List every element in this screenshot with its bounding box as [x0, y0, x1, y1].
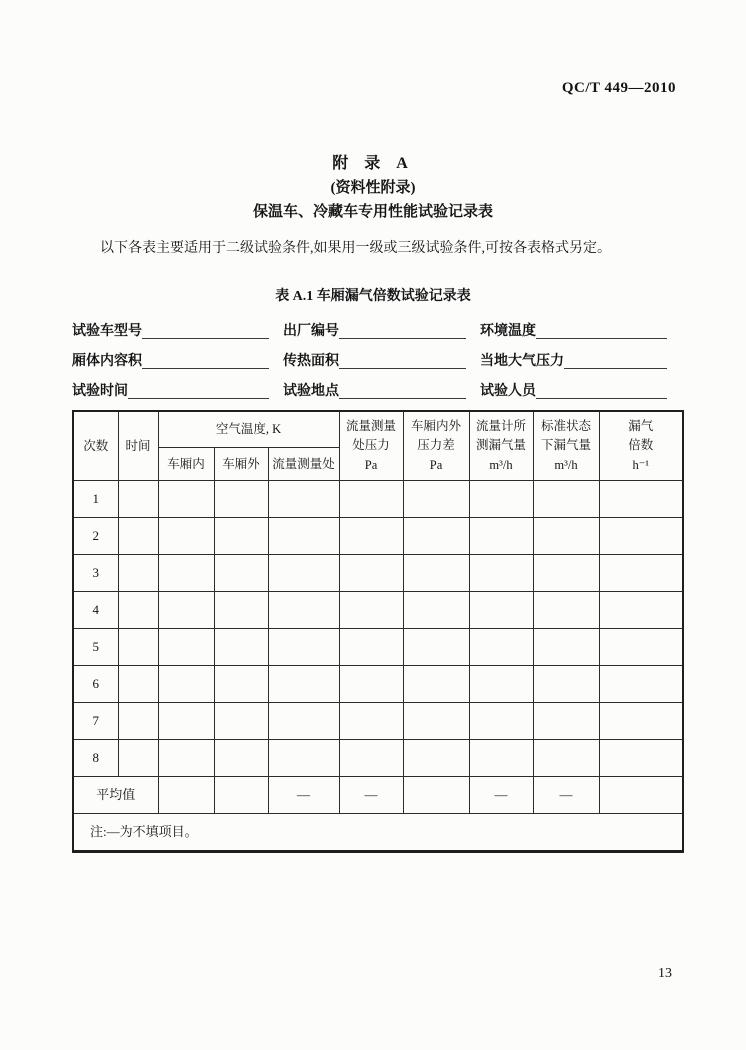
average-cell: —: [533, 777, 599, 814]
table-row: [73, 629, 683, 666]
field-test-time: [72, 371, 283, 401]
empty-cell: [158, 481, 214, 518]
field-heat-transfer-area: [283, 341, 480, 371]
empty-cell: [268, 555, 339, 592]
empty-cell: [268, 666, 339, 703]
row-number: 2: [73, 518, 118, 555]
empty-cell: [403, 740, 469, 777]
field-label: 厢体内容积: [72, 354, 142, 370]
row-number: 8: [73, 740, 118, 777]
empty-cell: [214, 703, 268, 740]
table-row: [73, 666, 683, 703]
empty-cell: [599, 629, 683, 666]
header-line: Pa: [364, 457, 378, 472]
empty-cell: [118, 740, 158, 777]
field-label: 试验地点: [283, 384, 339, 400]
table-row: [73, 703, 683, 740]
header-line: 标准状态: [541, 418, 592, 433]
field-vehicle-model: [72, 311, 283, 341]
empty-cell: [469, 481, 533, 518]
empty-cell: [339, 629, 403, 666]
empty-cell: [403, 666, 469, 703]
field-label: 环境温度: [480, 324, 536, 340]
empty-cell: [214, 592, 268, 629]
field-factory-number: [283, 311, 480, 341]
field-label: 传热面积: [283, 354, 339, 370]
blank-underline: [339, 397, 466, 399]
empty-cell: [339, 518, 403, 555]
empty-cell: [158, 518, 214, 555]
field-test-personnel: [480, 371, 667, 401]
header-line: 压力差: [417, 438, 455, 453]
blank-underline: [564, 367, 667, 369]
header-line: m³/h: [489, 457, 513, 472]
empty-cell: [118, 555, 158, 592]
appendix-subtitle: (资料性附录): [330, 180, 416, 196]
field-label: 试验车型号: [72, 324, 142, 340]
col-header-meter-leak-volume: [469, 411, 533, 481]
empty-cell: [469, 592, 533, 629]
table-row: [73, 481, 683, 518]
empty-cell: [533, 481, 599, 518]
average-cell: —: [469, 777, 533, 814]
average-cell: —: [339, 777, 403, 814]
col-header-no: 次数: [73, 411, 118, 481]
header-line: 倍数: [628, 438, 654, 453]
empty-cell: [158, 592, 214, 629]
empty-cell: [268, 481, 339, 518]
blank-underline: [339, 367, 466, 369]
form-row: [72, 311, 667, 341]
field-local-pressure: [480, 341, 667, 371]
empty-cell: [403, 481, 469, 518]
header-line: 测漏气量: [476, 438, 527, 453]
average-cell: [599, 777, 683, 814]
header-line: 下漏气量: [541, 438, 592, 453]
row-number: 5: [73, 629, 118, 666]
empty-cell: [214, 629, 268, 666]
empty-cell: [533, 740, 599, 777]
empty-cell: [214, 666, 268, 703]
empty-cell: [118, 481, 158, 518]
empty-cell: [533, 703, 599, 740]
table-caption: 表 A.1 车厢漏气倍数试验记录表: [275, 289, 471, 304]
empty-cell: [268, 629, 339, 666]
empty-cell: [599, 555, 683, 592]
empty-cell: [599, 703, 683, 740]
empty-cell: [158, 629, 214, 666]
row-number: 1: [73, 481, 118, 518]
empty-cell: [118, 703, 158, 740]
empty-cell: [599, 592, 683, 629]
intro-paragraph: 以下各表主要适用于二级试验条件,如果用一级或三级试验条件,可按各表格式另定。: [100, 241, 611, 256]
header-line: 流量测量: [346, 418, 397, 433]
empty-cell: [214, 518, 268, 555]
empty-cell: [533, 555, 599, 592]
average-cell: [158, 777, 214, 814]
header-line: 流量计所: [476, 418, 527, 433]
empty-cell: [533, 592, 599, 629]
form-row: [72, 341, 667, 371]
empty-cell: [403, 592, 469, 629]
empty-cell: [403, 518, 469, 555]
col-header-time: 时间: [118, 411, 158, 481]
header-line: 车厢内外: [411, 418, 462, 433]
empty-cell: [469, 555, 533, 592]
field-ambient-temperature: [480, 311, 667, 341]
average-cell: —: [268, 777, 339, 814]
empty-cell: [469, 703, 533, 740]
empty-cell: [599, 518, 683, 555]
empty-cell: [339, 703, 403, 740]
table-row: [73, 740, 683, 777]
table-row: [73, 555, 683, 592]
col-header-leak-ratio: [599, 411, 683, 481]
field-test-location: [283, 371, 480, 401]
standard-number: QC/T 449—2010: [561, 80, 676, 96]
table-note: 注:—为不填项目。: [73, 814, 683, 852]
note-row: [73, 814, 683, 852]
page-number: 13: [658, 966, 672, 981]
header-line: m³/h: [554, 457, 578, 472]
col-header-flow-point-pressure: [339, 411, 403, 481]
empty-cell: [118, 592, 158, 629]
blank-underline: [536, 397, 667, 399]
empty-cell: [599, 666, 683, 703]
col-header-flow-point: 流量测量处: [268, 448, 339, 481]
col-header-air-temp-group: 空气温度, K: [158, 411, 339, 448]
blank-underline: [536, 337, 667, 339]
col-header-inside: 车厢内: [158, 448, 214, 481]
empty-cell: [268, 592, 339, 629]
average-label: 平均值: [73, 777, 158, 814]
empty-cell: [118, 629, 158, 666]
row-number: 7: [73, 703, 118, 740]
field-label: 试验人员: [480, 384, 536, 400]
average-row: [73, 777, 683, 814]
blank-underline: [142, 337, 269, 339]
empty-cell: [158, 666, 214, 703]
empty-cell: [469, 740, 533, 777]
empty-cell: [469, 518, 533, 555]
empty-cell: [214, 740, 268, 777]
row-number: 3: [73, 555, 118, 592]
empty-cell: [403, 629, 469, 666]
field-label: 当地大气压力: [480, 354, 564, 370]
empty-cell: [268, 518, 339, 555]
empty-cell: [268, 703, 339, 740]
empty-cell: [339, 740, 403, 777]
field-label: 出厂编号: [283, 324, 339, 340]
leak-test-record-table: [72, 410, 684, 853]
empty-cell: [339, 666, 403, 703]
blank-underline: [142, 367, 269, 369]
empty-cell: [533, 629, 599, 666]
field-label: 试验时间: [72, 384, 128, 400]
header-line: 漏气: [628, 418, 654, 433]
appendix-heading: 保温车、冷藏车专用性能试验记录表: [252, 204, 493, 220]
table-row: [73, 592, 683, 629]
header-row-1: [73, 411, 683, 448]
empty-cell: [339, 555, 403, 592]
empty-cell: [214, 555, 268, 592]
empty-cell: [469, 666, 533, 703]
empty-cell: [339, 481, 403, 518]
empty-cell: [339, 592, 403, 629]
empty-cell: [533, 518, 599, 555]
field-body-volume: [72, 341, 283, 371]
empty-cell: [158, 703, 214, 740]
average-cell: [403, 777, 469, 814]
empty-cell: [158, 555, 214, 592]
empty-cell: [118, 518, 158, 555]
test-info-form: [72, 311, 667, 401]
empty-cell: [469, 629, 533, 666]
average-cell: [214, 777, 268, 814]
header-line: h⁻¹: [632, 457, 650, 472]
empty-cell: [599, 481, 683, 518]
header-line: 处压力: [352, 438, 390, 453]
empty-cell: [118, 666, 158, 703]
appendix-title: 附 录 A: [332, 155, 414, 172]
table-row: [73, 518, 683, 555]
row-number: 4: [73, 592, 118, 629]
blank-underline: [339, 337, 466, 339]
blank-underline: [128, 397, 269, 399]
col-header-standard-leak-volume: [533, 411, 599, 481]
empty-cell: [533, 666, 599, 703]
col-header-outside: 车厢外: [214, 448, 268, 481]
empty-cell: [599, 740, 683, 777]
form-row: [72, 371, 667, 401]
header-line: Pa: [429, 457, 443, 472]
row-number: 6: [73, 666, 118, 703]
empty-cell: [268, 740, 339, 777]
empty-cell: [403, 555, 469, 592]
empty-cell: [214, 481, 268, 518]
empty-cell: [403, 703, 469, 740]
col-header-pressure-diff: [403, 411, 469, 481]
empty-cell: [158, 740, 214, 777]
